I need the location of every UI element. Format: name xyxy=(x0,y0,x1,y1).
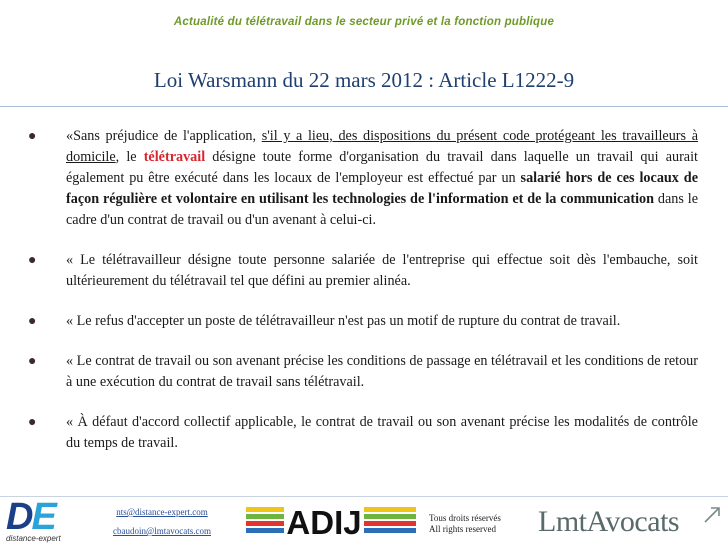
lmt-avocats-logo: LmtAvocats xyxy=(538,505,680,538)
bullet-item-3 xyxy=(28,311,698,332)
bullet-1-underlined-text: s'il y a lieu, des dispositions du présent code protégeant les travailleurs à domicile xyxy=(66,128,698,165)
bullet-2-text: « Le télétravailleur désigne toute personne salariée de l'entreprise qui effectue soit dès l'embauche, soit ultérieurement du télétravail tel que défini au premier alinéa. xyxy=(66,252,698,289)
bullet-icon: ● xyxy=(28,354,37,369)
bullet-icon: ● xyxy=(28,129,37,144)
footer xyxy=(0,497,728,546)
distance-expert-logo xyxy=(6,496,82,545)
rights-fr: Tous droits réservés xyxy=(429,513,501,523)
bullet-item-1 xyxy=(28,126,698,231)
bullet-icon: ● xyxy=(28,253,37,268)
bullet-item-5 xyxy=(28,412,698,454)
bullet-3-text: « Le refus d'accepter un poste de télétravailleur n'est pas un motif de rupture du contrat de travail. xyxy=(66,313,621,329)
bullet-1-text-b: , le xyxy=(115,149,144,165)
logo-letter-d: D xyxy=(6,496,32,538)
bullet-1-keyword: télétravail xyxy=(143,149,206,165)
bullet-icon: ● xyxy=(28,314,37,329)
bullet-1-text-c: désigne toute forme d'organisation du travail dans laquelle un travail qui aurait également pu être exécuté dans les locaux de l'employeur est effectué par un xyxy=(66,149,698,186)
rights-notice xyxy=(429,513,501,535)
email-link-distance-expert[interactable]: nts@distance-expert.com xyxy=(116,507,208,517)
email-link-lmtavocats[interactable]: cbaudoin@lmtavocats.com xyxy=(112,526,211,536)
adij-logo xyxy=(246,503,416,541)
bullet-1-bold-text: salarié hors de ces locaux de façon régulière et volontaire en utilisant les technologies de l'information et de la communication xyxy=(66,170,698,207)
adij-logo-text: ADIJ xyxy=(286,504,362,541)
slide-subtitle: Actualité du télétravail dans le secteur privé et la fonction publique xyxy=(173,16,555,28)
bullet-5-text: « À défaut d'accord collectif applicable, le contrat de travail ou son avenant précise les modalités de contrôle du temps de travail. xyxy=(66,414,698,451)
logo-letter-e: E xyxy=(31,496,55,538)
rights-en: All rights reserved xyxy=(429,524,496,534)
title-divider xyxy=(0,106,728,107)
bullet-icon: ● xyxy=(28,415,37,430)
bullet-item-2 xyxy=(28,250,698,292)
bullet-1-text-d: dans le cadre d'un contrat de travail ou d'un avenant à celui-ci. xyxy=(66,191,698,228)
slide-title: Loi Warsmann du 22 mars 2012 : Article L1222-9 xyxy=(153,68,575,92)
expand-icon[interactable] xyxy=(702,505,722,525)
bullet-list xyxy=(28,126,698,473)
logo-tagline: distance-expert xyxy=(6,534,61,543)
bullet-1-text-a: «Sans préjudice de l'application, xyxy=(66,128,262,144)
contact-emails xyxy=(92,507,232,545)
bullet-item-4 xyxy=(28,351,698,393)
bullet-4-text: « Le contrat de travail ou son avenant précise les conditions de passage en télétravail et les conditions de retour à une exécution du contrat de travail sans télétravail. xyxy=(66,353,698,390)
